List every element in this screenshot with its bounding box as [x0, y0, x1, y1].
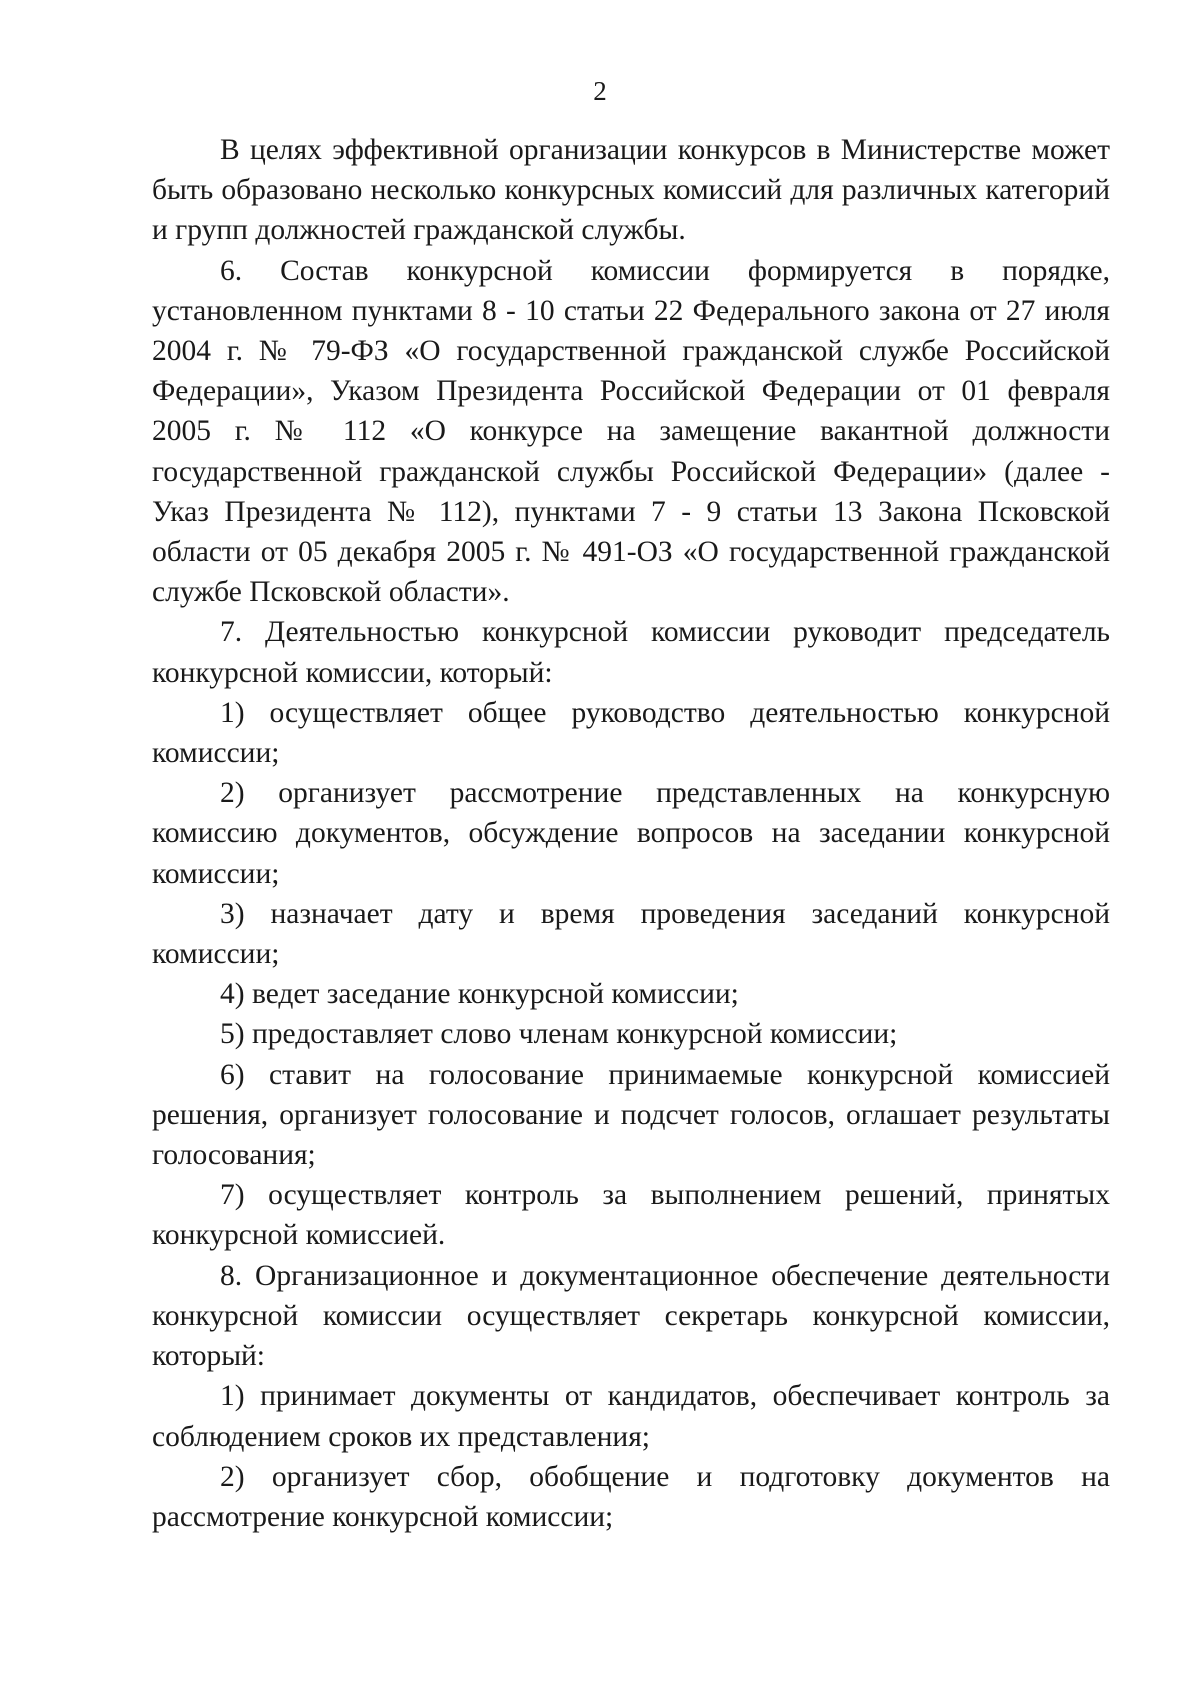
paragraph-6: 6. Состав конкурсной комиссии формируется в порядке, установленном пунктами 8 - 10 статьи 22 Федерального закона от 27 июля 2004 г. № 79-ФЗ «О государственной гражданской службе Российской Федерации», Указом Президента Российской Федерации от 01 февраля 2005 г. № 112 «О конкурсе на замещение вакантной должности государственной гражданской службы Российской Федерации» (далее - Указ Президента № 112), пунктами 7 - 9 статьи 13 Закона Псковской области от 05 декабря 2005 г. № 491-ОЗ «О государственной гражданской службе Псковской области».: [152, 254, 1110, 609]
list-item-7-5: 5) предоставляет слово членам конкурсной комиссии;: [220, 1018, 898, 1051]
list-item-7-1: 1) осуществляет общее руководство деятельностью конкурсной комиссии;: [152, 696, 1110, 770]
document-body: [152, 130, 1110, 1537]
list-item-8-1: 1) принимает документы от кандидатов, обеспечивает контроль за соблюдением сроков их представления;: [152, 1380, 1110, 1453]
list-item-7-6: 6) ставит на голосование принимаемые конкурсной комиссией решения, организует голосование и подсчет голосов, оглашает результаты голосования;: [152, 1058, 1110, 1172]
list-item-7-4: 4) ведет заседание конкурсной комиссии;: [220, 978, 739, 1011]
list-item-8-2: 2) организует сбор, обобщение и подготовку документов на рассмотрение конкурсной комиссии;: [152, 1460, 1110, 1533]
list-item-7-2: 2) организует рассмотрение представленных на конкурсную комиссию документов, обсуждение вопросов на заседании конкурсной комиссии;: [152, 777, 1110, 890]
paragraph-intro: В целях эффективной организации конкурсов в Министерстве может быть образовано несколько конкурсных комиссий для различных категорий и групп должностей гражданской службы.: [152, 134, 1110, 247]
paragraph-8: 8. Организационное и документационное обеспечение деятельности конкурсной комиссии осуществляет секретарь конкурсной комиссии, который:: [152, 1259, 1110, 1373]
paragraph-7: 7. Деятельностью конкурсной комиссии руководит председатель конкурсной комиссии, который:: [152, 616, 1110, 689]
page-number: 2: [593, 76, 607, 106]
list-item-7-3: 3) назначает дату и время проведения заседаний конкурсной комиссии;: [152, 897, 1110, 971]
list-item-7-7: 7) осуществляет контроль за выполнением решений, принятых конкурсной комиссией.: [152, 1179, 1110, 1252]
